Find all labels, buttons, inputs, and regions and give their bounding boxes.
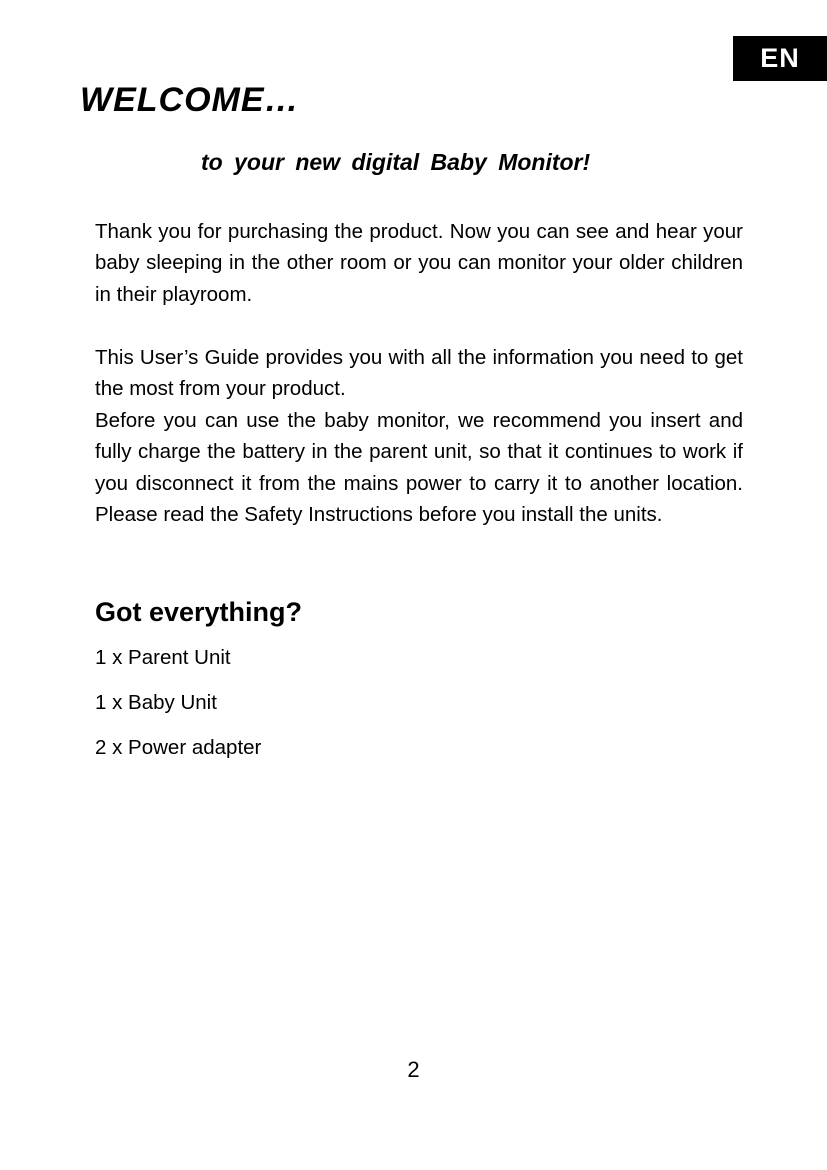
contents-item: 1 x Parent Unit <box>95 646 231 669</box>
page-number: 2 <box>407 1057 420 1082</box>
contents-item: 2 x Power adapter <box>95 736 262 759</box>
contents-heading: Got everything? <box>95 597 303 627</box>
language-tab: EN <box>733 36 827 81</box>
page-title: WELCOME… <box>80 81 300 119</box>
page-subtitle: to your new digital Baby Monitor! <box>201 149 591 175</box>
intro-paragraph: Thank you for purchasing the product. Now you can see and hear your baby sleeping in the other room or you can monitor your older children in their playroom. <box>95 220 743 306</box>
contents-item: 1 x Baby Unit <box>95 691 217 714</box>
guide-paragraph: This User’s Guide provides you with all the information you need to get the most from your product. <box>95 346 743 401</box>
battery-paragraph: Before you can use the baby monitor, we recommend you insert and fully charge the battery in the parent unit, so that it continues to work if you disconnect it from the mains power to carry it to another location. Please read the Safety Instructions before you install the units. <box>95 409 743 526</box>
